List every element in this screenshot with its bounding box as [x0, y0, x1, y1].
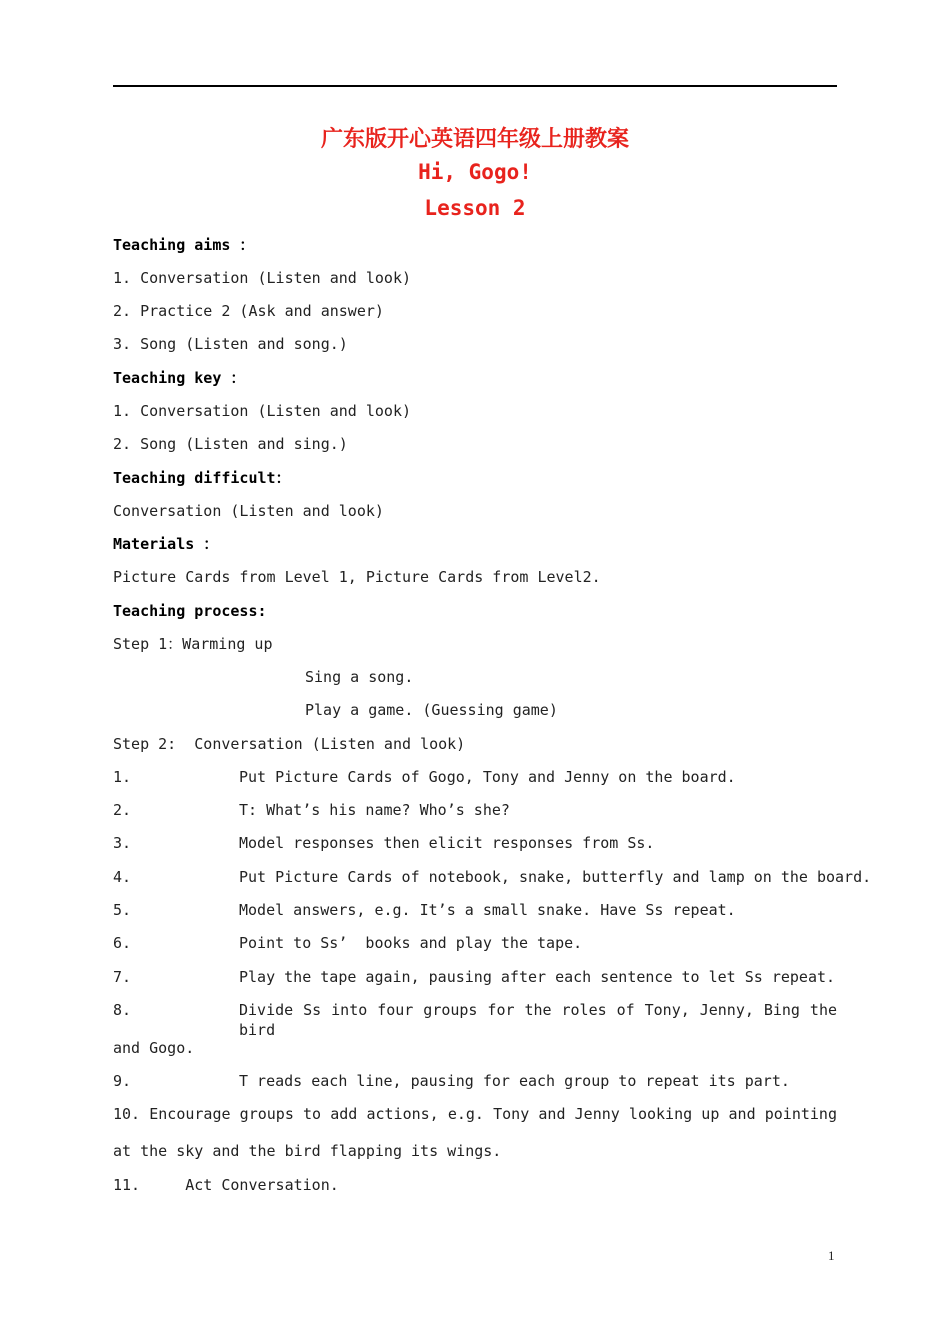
- difficult-text: Conversation (Listen and look): [113, 502, 384, 520]
- header-rule: [113, 85, 837, 87]
- step2-heading: Step 2: Conversation (Listen and look): [113, 735, 466, 753]
- aim-item: 3. Song (Listen and song.): [113, 335, 348, 353]
- step-number: 2.: [113, 801, 132, 819]
- step-text: Put Picture Cards of Gogo, Tony and Jenny on the board.: [239, 768, 736, 786]
- step-number: 9.: [113, 1072, 132, 1090]
- step10-text: 10. Encourage groups to add actions, e.g. Tony and Jenny looking up and pointing: [113, 1105, 837, 1123]
- step-number: 8.: [113, 1001, 132, 1019]
- step-number: 4.: [113, 868, 132, 886]
- page-number: 1: [828, 1248, 835, 1263]
- key-item: 1. Conversation (Listen and look): [113, 402, 412, 420]
- title-lesson: Lesson 2: [424, 196, 526, 220]
- aim-item: 1. Conversation (Listen and look): [113, 269, 412, 287]
- step-number: 1.: [113, 768, 132, 786]
- step1-item: Play a game. (Guessing game): [305, 701, 558, 719]
- step-text: Point to Ss’ books and play the tape.: [239, 934, 583, 952]
- aim-item: 2. Practice 2 (Ask and answer): [113, 302, 384, 320]
- step-text: Model responses then elicit responses from Ss.: [239, 834, 655, 852]
- step11-text: 11. Act Conversation.: [113, 1176, 339, 1194]
- step-text: T reads each line, pausing for each group to repeat its part.: [239, 1072, 790, 1090]
- step-text: Divide Ss into four groups for the roles of Tony, Jenny, Bing the bird: [239, 1001, 837, 1039]
- step-text-continued: and Gogo.: [113, 1039, 195, 1057]
- materials-text: Picture Cards from Level 1, Picture Cards from Level2.: [113, 568, 601, 586]
- step-number: 5.: [113, 901, 132, 919]
- materials-heading: Materials ：: [113, 535, 219, 553]
- step1-item: Sing a song.: [305, 668, 414, 686]
- step-text: Play the tape again, pausing after each sentence to let Ss repeat.: [239, 968, 836, 986]
- difficult-heading: Teaching difficult：: [113, 469, 291, 487]
- step-text: Model answers, e.g. It’s a small snake. Have Ss repeat.: [239, 901, 736, 919]
- step-text: T: What’s his name? Who’s she?: [239, 801, 510, 819]
- step-number: 3.: [113, 834, 132, 852]
- title-hi-gogo: Hi, Gogo!: [418, 160, 532, 184]
- step-number: 7.: [113, 968, 132, 986]
- step10-text-continued: at the sky and the bird flapping its wings.: [113, 1142, 502, 1160]
- step1-heading: Step 1：Warming up: [113, 635, 273, 653]
- title-chinese: 广东版开心英语四年级上册教案: [320, 127, 629, 152]
- key-heading: Teaching key ：: [113, 369, 246, 387]
- process-heading: Teaching process:: [113, 602, 267, 620]
- step-number: 6.: [113, 934, 132, 952]
- step-text: Put Picture Cards of notebook, snake, butterfly and lamp on the board.: [239, 868, 872, 886]
- aims-heading: Teaching aims ：: [113, 236, 255, 254]
- key-item: 2. Song (Listen and sing.): [113, 435, 348, 453]
